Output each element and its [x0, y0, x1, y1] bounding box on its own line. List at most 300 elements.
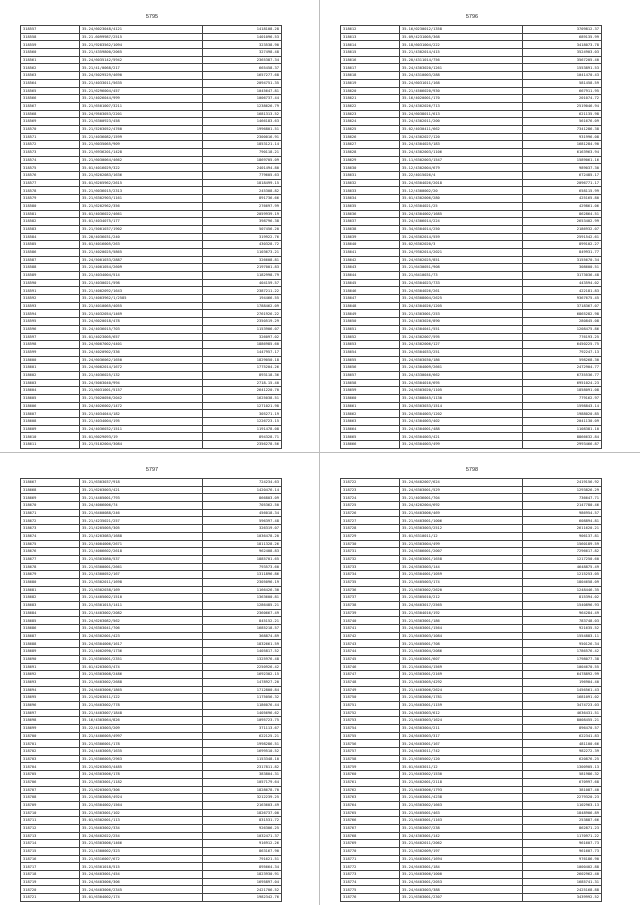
reference-cell: 35.21/6296004/457	[80, 87, 203, 95]
table-row	[21, 110, 282, 118]
reference-cell: 35.01/6304002/174	[80, 894, 203, 902]
amount-cell: 2641220.70	[203, 387, 282, 395]
amount-cell: 326319.07	[203, 525, 282, 533]
row-id-cell: 318562	[21, 64, 80, 72]
amount-cell: 1456561.43	[523, 686, 602, 694]
page	[0, 0, 304, 452]
row-id-cell: 318672	[21, 517, 80, 525]
table-row	[341, 732, 602, 740]
table-row	[21, 241, 282, 249]
row-id-cell: 318579	[21, 195, 80, 203]
table-row	[341, 318, 602, 326]
row-id-cell: 318587	[21, 256, 80, 264]
amount-cell: 1363600.81	[203, 594, 282, 602]
reference-cell: 35.21/6302038/169	[80, 586, 203, 594]
table-row	[21, 218, 282, 226]
amount-cell: 1798077.38	[523, 655, 602, 663]
row-id-cell: 318695	[21, 694, 80, 702]
table-row	[21, 202, 282, 210]
amount-cell: 862871.23	[523, 824, 602, 832]
amount-cell: 724234.63	[203, 479, 282, 487]
row-id-cell: 318638	[341, 225, 400, 233]
reference-cell: 35.22/4103003/209	[80, 725, 203, 733]
reference-cell: 35.24/6304003/499	[400, 441, 523, 449]
amount-cell: 1004670.55	[523, 663, 602, 671]
amount-cell: 1217250.60	[523, 555, 602, 563]
reference-cell: 35.01/4302006/280	[400, 195, 523, 203]
amount-cell: 429861.06	[523, 202, 602, 210]
amount-cell: 622341.83	[523, 732, 602, 740]
reference-cell: 35.24/6304026/261	[400, 287, 523, 295]
row-id-cell: 318590	[21, 279, 80, 287]
amount-cell: 1248446.35	[523, 586, 602, 594]
amount-cell: 507456.20	[203, 225, 282, 233]
table-row	[21, 102, 282, 110]
reference-cell: 35.21/6501007/3211	[80, 102, 203, 110]
row-id-cell: 318751	[341, 701, 400, 709]
amount-cell: 598268.30	[523, 356, 602, 364]
reference-cell: 35.21/6403002/2688	[80, 678, 203, 686]
table-row	[21, 663, 282, 671]
table-row	[341, 686, 602, 694]
amount-cell: 621135.98	[523, 110, 602, 118]
table-row	[341, 494, 602, 502]
row-id-cell: 318673	[21, 525, 80, 533]
table-row	[21, 164, 282, 172]
table-row	[21, 586, 282, 594]
table-row	[21, 64, 282, 72]
row-id-cell: 318698	[21, 717, 80, 725]
reference-cell: 35.21/6403001/1694	[400, 855, 523, 863]
amount-cell: 2472904.77	[523, 364, 602, 372]
page	[320, 0, 624, 452]
reference-cell: 35.21/6303002/1663	[400, 801, 523, 809]
reference-cell: 35.21/6403002/334	[80, 824, 203, 832]
table-row	[21, 418, 282, 426]
amount-cell: 327498.48	[203, 49, 282, 57]
table-row	[341, 617, 602, 625]
table-row	[341, 663, 602, 671]
reference-cell: 35.21/4235021/257	[80, 517, 203, 525]
table-row	[341, 648, 602, 656]
row-id-cell: 318659	[341, 387, 400, 395]
table-row	[21, 225, 282, 233]
table-row	[341, 402, 602, 410]
table-row	[341, 763, 602, 771]
table-row	[21, 594, 282, 602]
reference-cell: 35.24/6302025/851	[400, 256, 523, 264]
table-row	[341, 571, 602, 579]
row-id-cell: 318754	[341, 725, 400, 733]
amount-cell: 1996801.51	[203, 125, 282, 133]
amount-cell: 581458.59	[523, 79, 602, 87]
data-table	[340, 25, 602, 449]
page-number: 5795	[145, 14, 159, 20]
table-row	[21, 33, 282, 41]
reference-cell: 35.24/6023048/4121	[80, 26, 203, 34]
table-row	[341, 878, 602, 886]
amount-cell: 893118.36	[203, 371, 282, 379]
reference-cell: 35.21/6304002/1564	[80, 801, 203, 809]
reference-cell: 35.24/4308045/1130	[400, 395, 523, 403]
row-id-cell: 318651	[341, 325, 400, 333]
amount-cell: 1681284.90	[523, 141, 602, 149]
amount-cell: 2360667.49	[203, 609, 282, 617]
reference-cell: 35.24/6403017/2565	[400, 602, 523, 610]
table-row	[341, 49, 602, 57]
table-row	[21, 371, 282, 379]
row-id-cell: 318738	[341, 602, 400, 610]
reference-cell: 35.24/4303001/142	[400, 832, 523, 840]
amount-cell: 201074.72	[523, 95, 602, 103]
reference-cell: 35.24/4020902/336	[80, 348, 203, 356]
table-row	[21, 609, 282, 617]
row-id-cell: 318732	[341, 555, 400, 563]
table-row	[21, 894, 282, 902]
reference-cell: 35.24/6304003/1202	[400, 410, 523, 418]
reference-cell: 35.09/4231005/368	[400, 33, 523, 41]
table-row	[341, 824, 602, 832]
row-id-cell: 318625	[341, 125, 400, 133]
reference-cell: 35.21/6403001/1163	[400, 817, 523, 825]
amount-cell: 1057179.64	[203, 778, 282, 786]
table-row	[21, 786, 282, 794]
amount-cell: 3418073.78	[523, 41, 602, 49]
amount-cell: 964284.49	[523, 609, 602, 617]
row-id-cell: 318768	[341, 832, 400, 840]
table-row	[341, 310, 602, 318]
table-row	[341, 694, 602, 702]
amount-cell: 1041470.43	[523, 72, 602, 80]
row-id-cell: 318675	[21, 540, 80, 548]
table-row	[341, 295, 602, 303]
row-id-cell: 318745	[341, 655, 400, 663]
row-id-cell: 318607	[21, 410, 80, 418]
reference-cell: 35.24/4302011/200	[400, 118, 523, 126]
table-row	[341, 233, 602, 241]
table-row	[21, 540, 282, 548]
reference-cell: 35.21/6403001/607	[400, 655, 523, 663]
row-id-cell: 318711	[21, 817, 80, 825]
row-id-cell: 318749	[341, 686, 400, 694]
table-row	[341, 725, 602, 733]
table-row	[21, 49, 282, 57]
row-id-cell: 318591	[21, 287, 80, 295]
amount-cell: 326608.81	[203, 256, 282, 264]
reference-cell: 35.21/6303007/238	[400, 824, 523, 832]
amount-cell: 845152.21	[203, 617, 282, 625]
row-id-cell: 318629	[341, 156, 400, 164]
row-id-cell: 318644	[341, 272, 400, 280]
table-row	[341, 525, 602, 533]
amount-cell: 9367675.45	[523, 295, 602, 303]
row-id-cell: 318741	[341, 625, 400, 633]
row-id-cell: 318578	[21, 187, 80, 195]
amount-cell: 253887.66	[523, 817, 602, 825]
table-row	[21, 701, 282, 709]
table-row	[341, 164, 602, 172]
reference-cell: 35.24/6303030/186	[400, 356, 523, 364]
row-id-cell: 318660	[341, 395, 400, 403]
row-id-cell: 318627	[341, 141, 400, 149]
table-row	[341, 218, 602, 226]
reference-cell: 35.24/4302027/120	[400, 133, 523, 141]
table-row	[341, 110, 602, 118]
reference-cell: 35.24/6303041/706	[80, 625, 203, 633]
reference-cell: 35.24/6303020/1105	[400, 387, 523, 395]
amount-cell: 866803.09	[203, 494, 282, 502]
table-row	[341, 855, 602, 863]
table-row	[341, 325, 602, 333]
reference-cell: 35.24/4330046/662	[400, 371, 523, 379]
row-id-cell: 318736	[341, 586, 400, 594]
row-id-cell: 318724	[341, 494, 400, 502]
table-row	[21, 233, 282, 241]
reference-cell: 35.24/4036015/703	[80, 325, 203, 333]
reference-cell: 35.24/9302014/2021	[400, 248, 523, 256]
reference-cell: 35.21/6405003/174	[400, 578, 523, 586]
table-row	[341, 441, 602, 449]
row-id-cell: 318567	[21, 102, 80, 110]
row-id-cell: 318707	[21, 786, 80, 794]
amount-cell: 1553891.53	[523, 64, 602, 72]
amount-cell: 319922.76	[203, 233, 282, 241]
reference-cell: 35.24/4304026/1205	[400, 302, 523, 310]
amount-cell: 1153906.07	[203, 325, 282, 333]
table-row	[21, 425, 282, 433]
reference-cell: 35.24/6304026/2018	[400, 179, 523, 187]
amount-cell: 1685741.31	[523, 878, 602, 886]
row-id-cell: 318671	[21, 509, 80, 517]
reference-cell: 35.24/5003040/994	[80, 379, 203, 387]
row-id-cell: 318721	[21, 894, 80, 902]
amount-cell: 1300905.13	[523, 763, 602, 771]
row-id-cell: 318585	[21, 241, 80, 249]
reference-cell: 35.21/6403003/1084	[400, 632, 523, 640]
amount-cell: 1153348.10	[203, 755, 282, 763]
row-id-cell: 318626	[341, 133, 400, 141]
amount-cell: 1681313.52	[203, 110, 282, 118]
amount-cell: 6450225.75	[523, 341, 602, 349]
table-row	[341, 748, 602, 756]
row-id-cell: 318668	[21, 486, 80, 494]
reference-cell: 35.24/4304025/183	[400, 141, 523, 149]
amount-cell: 3439992.52	[523, 894, 602, 902]
table-row	[341, 87, 602, 95]
reference-cell: 35.01/4016029/322	[80, 164, 203, 172]
reference-cell: 35.21/6302011/1698	[80, 578, 203, 586]
amount-cell: 2041130.09	[523, 418, 602, 426]
row-id-cell: 318643	[341, 264, 400, 272]
reference-cell: 35.21/6402011/2062	[400, 840, 523, 848]
reference-cell: 35.24/4306014/224	[400, 218, 523, 226]
table-row	[341, 517, 602, 525]
amount-cell: 1829050.18	[203, 356, 282, 364]
row-id-cell: 318771	[341, 855, 400, 863]
reference-cell: 35.21/6305010/212	[400, 594, 523, 602]
row-id-cell: 318569	[21, 118, 80, 126]
table-row	[21, 248, 282, 256]
amount-cell: 2401494.80	[203, 164, 282, 172]
amount-cell: 2421706.52	[203, 886, 282, 894]
amount-cell: 620876.25	[523, 755, 602, 763]
amount-cell: 196904.40	[523, 678, 602, 686]
amount-cell: 1804658.09	[523, 578, 602, 586]
amount-cell: 1325976.48	[203, 655, 282, 663]
amount-cell: 894328.71	[203, 433, 282, 441]
amount-cell: 1540896.93	[523, 602, 602, 610]
amount-cell: 1405696.62	[203, 709, 282, 717]
row-id-cell: 318602	[21, 371, 80, 379]
amount-cell: 4648875.49	[523, 563, 602, 571]
table-row	[341, 809, 602, 817]
table-row	[21, 517, 282, 525]
reference-cell: 35.24/6304003/421	[400, 433, 523, 441]
row-id-cell: 318573	[21, 149, 80, 157]
row-id-cell: 318677	[21, 555, 80, 563]
reference-cell: 35.21/5102004/3084	[80, 441, 203, 449]
page	[0, 453, 304, 905]
amount-cell: 950126.34	[523, 640, 602, 648]
amount-cell: 899102.27	[523, 241, 602, 249]
reference-cell: 35.24/6036062/1650	[80, 356, 203, 364]
amount-cell: 961607.73	[523, 848, 602, 856]
reference-cell: 35.16/0230012/1358	[400, 26, 523, 34]
table-row	[21, 640, 282, 648]
reference-cell: 35.21/6303003/2512	[400, 525, 523, 533]
row-id-cell: 318580	[21, 202, 80, 210]
row-id-cell: 318655	[341, 356, 400, 364]
amount-cell: 2350519.29	[203, 318, 282, 326]
amount-cell: 1420476.14	[203, 486, 282, 494]
reference-cell: 35.24/4302006/127	[400, 341, 523, 349]
row-id-cell: 318683	[21, 602, 80, 610]
table-row	[341, 502, 602, 510]
amount-cell: 982272.39	[523, 748, 602, 756]
amount-cell: 2305096.19	[203, 578, 282, 586]
amount-cell: 1823930.91	[203, 871, 282, 879]
table-row	[21, 310, 282, 318]
amount-cell: 1108381.10	[523, 425, 602, 433]
row-id-cell: 318588	[21, 264, 80, 272]
amount-cell: 658115.99	[523, 187, 602, 195]
reference-cell: 35.21/6403006/1000	[400, 871, 523, 879]
row-id-cell: 318646	[341, 287, 400, 295]
row-id-cell: 318701	[21, 740, 80, 748]
reference-cell: 35.21/4405002/1510	[80, 594, 203, 602]
row-id-cell: 318715	[21, 848, 80, 856]
amount-cell: 3474723.03	[523, 701, 602, 709]
reference-cell: 35.01/4023005/657	[80, 333, 203, 341]
row-id-cell: 318669	[21, 494, 80, 502]
row-id-cell: 318633	[341, 187, 400, 195]
table-row	[21, 318, 282, 326]
amount-cell: 308600.51	[523, 264, 602, 272]
amount-cell: 2653402.99	[523, 218, 602, 226]
row-id-cell: 318632	[341, 179, 400, 187]
row-id-cell: 318716	[21, 855, 80, 863]
reference-cell: 35.24/4006006/74	[80, 502, 203, 510]
reference-cell: 35.24/6403001/184	[400, 863, 523, 871]
amount-cell: 561676.09	[523, 118, 602, 126]
row-id-cell: 318719	[21, 878, 80, 886]
amount-cell: 1478927.20	[203, 678, 282, 686]
row-id-cell: 318565	[21, 87, 80, 95]
amount-cell: 1175056.32	[203, 694, 282, 702]
row-id-cell: 318608	[21, 418, 80, 426]
table-row	[341, 548, 602, 556]
table-row	[21, 778, 282, 786]
reference-cell: 35.21/4403006/2624	[400, 686, 523, 694]
row-id-cell: 318574	[21, 156, 80, 164]
amount-cell: 481100.66	[523, 740, 602, 748]
reference-cell: 35.21/6035065/909	[80, 141, 203, 149]
amount-cell: 790118.21	[203, 149, 282, 157]
row-id-cell: 318730	[341, 540, 400, 548]
reference-cell: 35.24/6403003/317	[400, 732, 523, 740]
amount-cell: 1853121.14	[203, 141, 282, 149]
row-id-cell: 318772	[341, 863, 400, 871]
reference-cell: 35.20/4036031/240	[80, 233, 203, 241]
table-row	[341, 172, 602, 180]
amount-cell: 1828678.70	[203, 786, 282, 794]
table-row	[341, 578, 602, 586]
reference-cell: 35.21/6403001/4238	[400, 794, 523, 802]
reference-cell: 35.21/4020025/5865	[80, 248, 203, 256]
reference-cell: 35.21/6304001/1059	[400, 571, 523, 579]
table-row	[21, 709, 282, 717]
table-row	[21, 625, 282, 633]
amount-cell: 1036478.20	[203, 532, 282, 540]
amount-cell: 1657277.68	[203, 72, 282, 80]
row-id-cell: 318706	[21, 778, 80, 786]
reference-cell: 35.21/6202962/356	[80, 202, 203, 210]
row-id-cell: 318586	[21, 248, 80, 256]
row-id-cell: 318720	[21, 886, 80, 894]
row-id-cell: 318639	[341, 233, 400, 241]
reference-cell: 35.24/6035142/5942	[80, 56, 203, 64]
reference-cell: 35.21/6403005/4292	[400, 678, 523, 686]
table-row	[21, 356, 282, 364]
row-id-cell: 318630	[341, 164, 400, 172]
amount-cell: 2993466.87	[523, 441, 602, 449]
amount-cell: 1695897.04	[203, 878, 282, 886]
reference-cell: 35.21/6303002/2620	[400, 586, 523, 594]
reference-cell: 35.21/4405001/793	[80, 494, 203, 502]
row-id-cell: 318739	[341, 609, 400, 617]
table-row	[21, 571, 282, 579]
amount-cell: 779605.63	[203, 172, 282, 180]
row-id-cell: 318757	[341, 748, 400, 756]
reference-cell: 35.21/6203003/306	[80, 786, 203, 794]
row-id-cell: 318667	[21, 479, 80, 487]
table-row	[21, 325, 282, 333]
reference-cell: 35.21/6202083/1636	[80, 172, 203, 180]
row-id-cell: 318762	[341, 786, 400, 794]
table-row	[21, 878, 282, 886]
reference-cell: 35.21.6099987/2515	[80, 33, 203, 41]
amount-cell: 276697.99	[203, 202, 282, 210]
reference-cell: 35.24/6403003/388	[400, 886, 523, 894]
amount-cell: 1826737.00	[203, 809, 282, 817]
amount-cell: 1238626.79	[203, 102, 282, 110]
amount-cell: 689135.99	[523, 33, 602, 41]
amount-cell: 2519046.94	[523, 102, 602, 110]
reference-cell: 35.01/4203003/474	[80, 663, 203, 671]
row-id-cell: 318558	[21, 33, 80, 41]
reference-cell: 35.24/6403006/2345	[80, 886, 203, 894]
amount-cell: 863167.90	[203, 848, 282, 856]
